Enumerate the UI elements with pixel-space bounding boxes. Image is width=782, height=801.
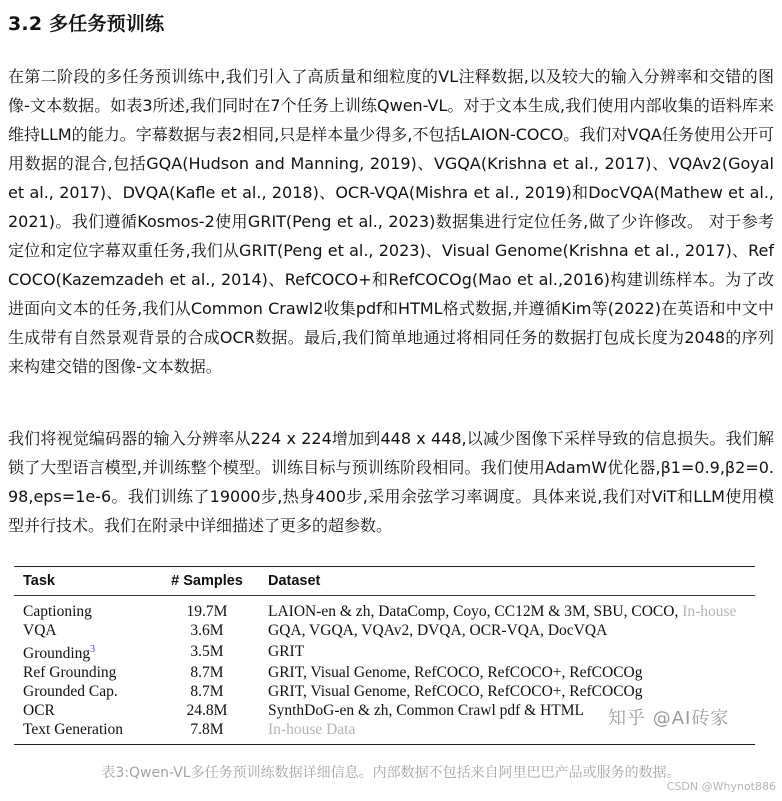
paragraph-pretraining: 在第二阶段的多任务预训练中,我们引入了高质量和细粒度的VL注释数据,以及较大的输入分辨率和交错的图像-文本数据。如表3所述,我们同时在7个任务上训练Qwen-VL。对于文本生成,我们使用内部收集的语料库来维持LLM的能力。字幕数据与表2相同,只是样本量少得多,不包括LAION-COCO。我们对VQA任务使用公开可用数据的混合,包括GQA(Hudson and Manning, 2019)、VGQA(Krishna et al., 2017)、VQAv2(Goyal et al., 2017)、DVQA(Kafle et al., 2018)、OCR-VQA(Mishra et al., 2019)和DocVQA(Mathew et al., 2021)。我们遵循Kosmos-2使用GRIT(Peng et al., 2023)数据集进行定位任务,做了少许修改。 对于参考定位和定位字幕双重任务,我们从GRIT(Peng et al., 2023)、Visual Genome(Krishna et al., 2017)、RefCOCO(Kazemzadeh et al., 2014)、RefCOCO+和RefCOCOg(Mao et al.,2016)构建训练样本。为了改进面向文本的任务,我们从Common Crawl2收集pdf和HTML格式数据,并遵循Kim等(2022)在英语和中文中生成带有自然景观背景的合成OCR数据。最后,我们简单地通过将相同任务的数据打包成长度为2048的序列来构建交错的图像-文本数据。 bbox=[8, 67, 774, 376]
table-row bbox=[14, 682, 755, 701]
cell-samples: 8.7M bbox=[190, 683, 224, 701]
dataset-list: GQA, VGQA, VQAv2, DVQA, OCR-VQA, DocVQA bbox=[268, 622, 608, 639]
task-label: Ref Grounding bbox=[23, 664, 117, 682]
dataset-list: SynthDoG-en & zh, Common Crawl pdf & HTML bbox=[268, 702, 585, 720]
cell-dataset bbox=[252, 596, 755, 621]
cell-dataset bbox=[252, 621, 755, 640]
dataset-list: GRIT bbox=[268, 643, 305, 661]
table-caption: 表3:Qwen-VL多任务预训练数据详细信息。内部数据不包括来自阿里巴巴产品或服务的数据。 bbox=[101, 765, 681, 781]
dataset-inhouse: In-house Data bbox=[268, 721, 356, 739]
cell-task bbox=[14, 663, 162, 682]
cell-task bbox=[14, 596, 162, 621]
header-dataset: Dataset bbox=[268, 573, 321, 589]
table-row bbox=[14, 621, 755, 640]
cell-task bbox=[14, 720, 162, 744]
cell-task bbox=[14, 682, 162, 701]
task-label: Text Generation bbox=[23, 721, 124, 739]
cell-samples: 3.5M bbox=[190, 643, 224, 661]
cell-samples: 19.7M bbox=[186, 603, 228, 620]
task-label: Grounded Cap. bbox=[23, 683, 118, 701]
table-row bbox=[14, 663, 755, 682]
dataset-inhouse: In-house bbox=[678, 603, 737, 620]
dataset-list: GRIT, Visual Genome, RefCOCO, RefCOCO+, RefCOCOg bbox=[268, 683, 643, 701]
table-row bbox=[14, 640, 755, 663]
cell-task bbox=[14, 701, 162, 720]
table-row bbox=[14, 596, 755, 621]
cell-samples: 24.8M bbox=[186, 702, 228, 720]
dataset-list: GRIT, Visual Genome, RefCOCO, RefCOCO+, RefCOCOg bbox=[268, 664, 643, 682]
header-task: Task bbox=[23, 573, 55, 589]
task-label: Grounding bbox=[23, 645, 91, 663]
cell-samples: 7.8M bbox=[190, 721, 224, 739]
table-header-row bbox=[14, 567, 755, 595]
csdn-watermark: CSDN @Whynot886 bbox=[666, 780, 776, 793]
zhihu-watermark: 知乎 @AI砖家 bbox=[608, 708, 730, 729]
cell-task bbox=[14, 621, 162, 640]
cell-dataset bbox=[252, 640, 755, 663]
task-label: VQA bbox=[23, 622, 57, 639]
paragraph-training-details: 我们将视觉编码器的输入分辨率从224 x 224增加到448 x 448,以减少图像下采样导致的信息损失。我们解锁了大型语言模型,并训练整个模型。训练目标与预训练阶段相同。我们使用AdamW优化器,β1=0.9,β2=0.98,eps=1e-6。我们训练了19000步,热身400步,采用余弦学习率调度。具体来说,我们对ViT和LLM使用模型并行技术。我们在附录中详细描述了更多的超参数。 bbox=[8, 429, 774, 535]
cell-samples: 8.7M bbox=[190, 664, 224, 682]
footnote-marker[interactable]: 3 bbox=[90, 644, 96, 655]
header-samples: # Samples bbox=[171, 573, 243, 589]
cell-task bbox=[14, 640, 162, 663]
dataset-list: LAION-en & zh, DataComp, Coyo, CC12M & 3M, SBU, COCO, bbox=[268, 603, 679, 620]
cell-dataset bbox=[252, 682, 755, 701]
table-bottom-rule bbox=[14, 744, 755, 745]
task-label: OCR bbox=[23, 702, 55, 720]
cell-dataset bbox=[252, 663, 755, 682]
task-label: Captioning bbox=[23, 603, 92, 620]
cell-samples: 3.6M bbox=[190, 622, 224, 639]
section-heading: 3.2 多任务预训练 bbox=[8, 13, 165, 35]
